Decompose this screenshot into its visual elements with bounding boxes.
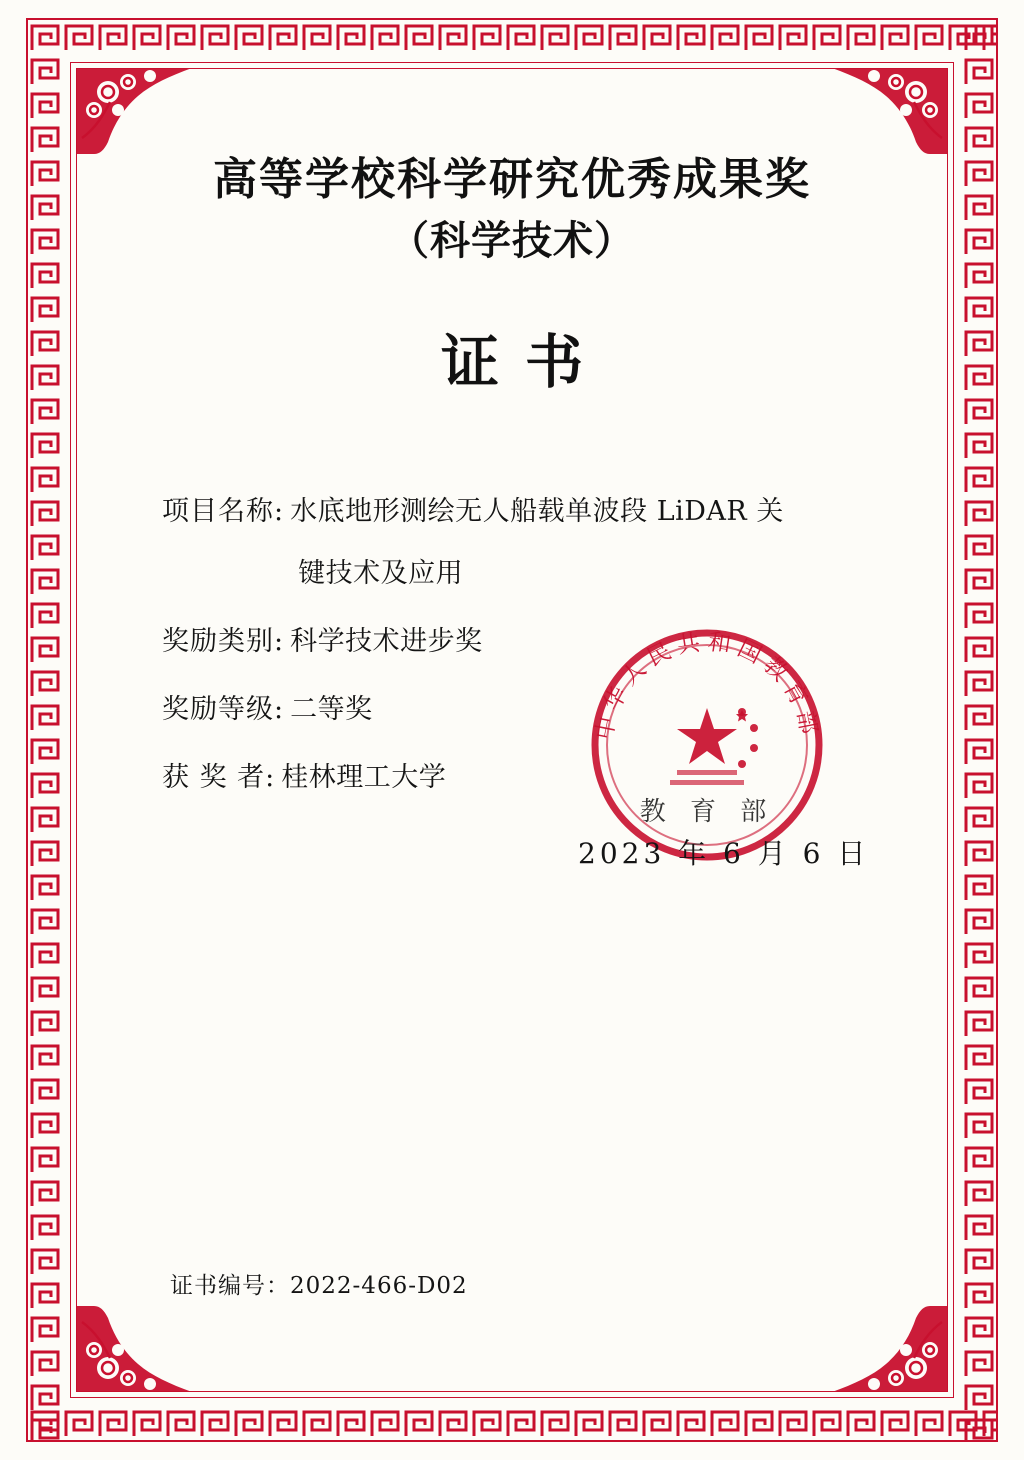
certificate-number — [170, 1267, 468, 1300]
meander-band-bottom — [28, 1406, 996, 1440]
page-title: 高等学校科学研究优秀成果奖 — [213, 154, 811, 205]
field-label-recipient: 获 奖 者: — [162, 761, 276, 793]
seal-and-date-area — [470, 620, 890, 920]
field-value-project-name-line2: 键技术及应用 — [298, 558, 464, 590]
svg-text:中华人民共和国教育部: 中华人民共和国教育部 — [591, 629, 823, 743]
meander-band-right — [962, 20, 996, 1440]
meander-band-left — [28, 20, 62, 1440]
field-project-name — [162, 491, 914, 595]
certificate-number-value: 2022-466-D02 — [290, 1273, 468, 1299]
field-label-project-name: 项目名称: — [162, 496, 285, 528]
certificate-number-label: 证书编号： — [170, 1273, 290, 1299]
field-value-award-category: 科学技术进步奖 — [290, 626, 483, 658]
svg-text:教 育 部: 教 育 部 — [639, 797, 775, 827]
certificate-heading: 证书 — [440, 328, 609, 397]
page-subtitle: （科学技术） — [389, 217, 635, 265]
issue-date: 2023 年 6 月 6 日 — [578, 837, 870, 870]
field-value-award-level: 二等奖 — [290, 693, 373, 725]
field-value-recipient: 桂林理工大学 — [281, 761, 447, 793]
corner-ornament-top-left — [74, 66, 194, 156]
field-value-project-name-line1: 水底地形测绘无人船载单波段 LiDAR 关 — [290, 496, 784, 528]
corner-ornament-top-right — [830, 66, 950, 156]
field-label-award-category: 奖励类别: — [162, 626, 285, 658]
field-value-project-name — [284, 491, 914, 595]
meander-band-top — [28, 20, 996, 54]
field-label-award-level: 奖励等级: — [162, 693, 285, 725]
certificate-content — [100, 150, 924, 1340]
